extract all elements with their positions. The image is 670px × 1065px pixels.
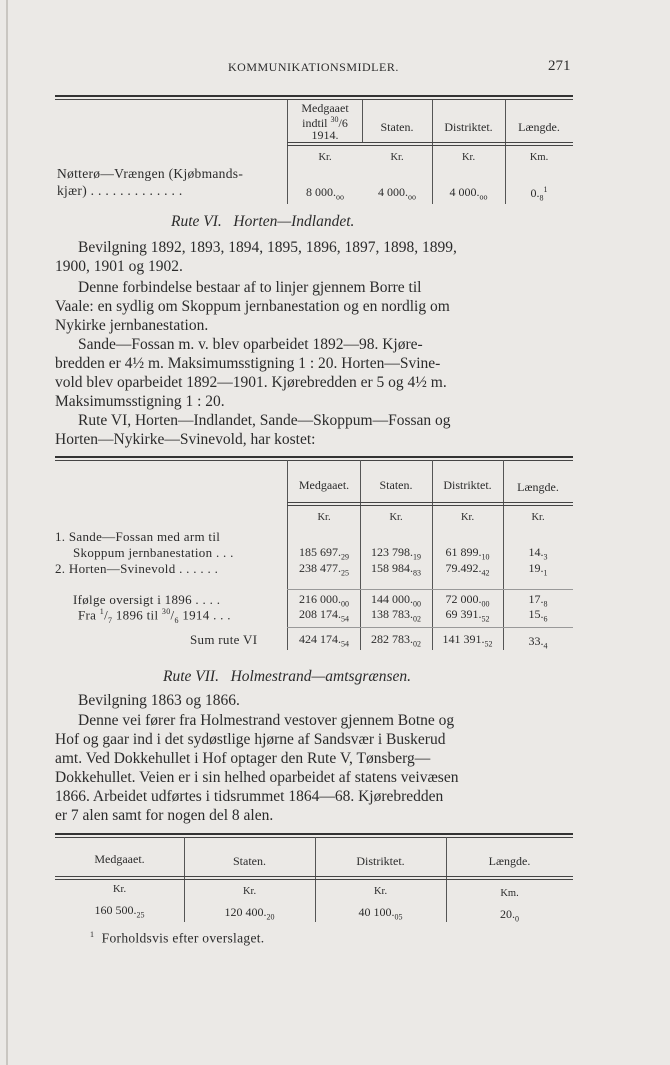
table-cell: 4 $000._{oo}$ bbox=[449, 185, 488, 202]
col-header-staten: Staten. bbox=[379, 478, 413, 492]
paragraph: er 7 alen samt for nogen del 8 alen. bbox=[55, 807, 274, 824]
col-header-medgaaet: Medgaaet. bbox=[298, 478, 350, 492]
table-row-label: 2. Horten—Svinevold . . . . . . bbox=[55, 561, 219, 576]
col-header-distriktet: Distriktet. bbox=[443, 478, 492, 492]
col-header-staten: Staten. bbox=[233, 854, 266, 868]
table-cell: $20._0$ bbox=[500, 907, 519, 924]
table-cell: 138 $783._{02}$ bbox=[371, 607, 421, 624]
running-head: KOMMUNIKATIONSMIDLER. bbox=[228, 60, 399, 74]
table-sum-label: Sum rute VI bbox=[190, 632, 258, 647]
col-header-distriktet: Distriktet. bbox=[444, 120, 493, 134]
table-cell: $79.492._{42}$ bbox=[445, 561, 490, 578]
table-cell: $33._4$ bbox=[528, 634, 548, 651]
table-cell: 4 $000._{oo}$ bbox=[378, 185, 416, 202]
paragraph: Vaale: en sydlig om Skoppum jernbanestation og en nordlig om bbox=[55, 298, 450, 315]
paragraph: 1900, 1901 og 1902. bbox=[55, 258, 183, 275]
table-cell: 282 $783._{02}$ bbox=[371, 632, 421, 649]
table-row-label: Skoppum jernbanestation . . . bbox=[73, 545, 234, 560]
col-header-laengde: Længde. bbox=[488, 854, 531, 868]
paragraph: bredden er 4½ m. Maksimumsstigning 1 : 20. Horten—Svine- bbox=[55, 355, 441, 372]
paragraph: Maksimumsstigning 1 : 20. bbox=[55, 393, 225, 410]
table-row-label: Ifølge oversigt i 1896 . . . . bbox=[73, 592, 221, 607]
section-title-rute-vii: Rute VII. Holmestrand—amtsgrænsen. bbox=[163, 668, 411, 685]
page-number: 271 bbox=[548, 58, 571, 74]
table-row-label: Fra $^1/_7$ 1896 til $^{30}/_6$ 1914 . . . bbox=[78, 607, 231, 625]
col-header-medgaaet: Medgaaet indtil $^{30}$/6 1914. bbox=[301, 101, 349, 142]
table-cell: 40 $100._{05}$ bbox=[358, 905, 403, 922]
paragraph: Denne forbindelse bestaar af to linjer gjennem Borre til bbox=[78, 279, 422, 296]
page-binding-edge bbox=[6, 0, 8, 1065]
paragraph: Horten—Nykirke—Svinevold, har kostet: bbox=[55, 431, 316, 448]
table-cell: 69 $391._{52}$ bbox=[445, 607, 490, 624]
paragraph: Rute VI, Horten—Indlandet, Sande—Skoppum—Fossan og bbox=[78, 412, 451, 429]
col-header-staten: Staten. bbox=[380, 120, 414, 134]
paragraph: vold blev oparbeidet 1892—1901. Kjørebredden er 5 og 4½ m. bbox=[55, 374, 447, 391]
paragraph: Bevilgning 1863 og 1866. bbox=[78, 692, 240, 709]
table-cell: 123 $798._{19}$ bbox=[371, 545, 421, 562]
section-title-rute-vi: Rute VI. Horten—Indlandet. bbox=[171, 213, 355, 230]
paragraph: Dokkehullet. Veien er i sin helhed oparbeidet af statens veivæsen bbox=[55, 769, 459, 786]
col-header-distriktet: Distriktet. bbox=[356, 854, 405, 868]
table-cell: $15._6$ bbox=[528, 607, 548, 624]
footnote: $^1$ Forholdsvis efter overslaget. bbox=[90, 930, 265, 946]
paragraph: Hof og gaar ind i det sydøstlige hjørne af Sandsvær i Buskerud bbox=[55, 731, 446, 748]
table-cell: 72 $000._{00}$ bbox=[445, 592, 490, 609]
paragraph: Denne vei fører fra Holmestrand vestover gjennem Botne og bbox=[78, 712, 455, 729]
paragraph: amt. Ved Dokkehullet i Hof optager den Rute V, Tønsberg— bbox=[55, 750, 431, 767]
table-cell: 238 $477._{25}$ bbox=[299, 561, 349, 578]
table-cell: 216 $000._{00}$ bbox=[299, 592, 349, 609]
table-cell: 141 $391._{52}$ bbox=[442, 632, 493, 649]
col-header-laengde: Længde. bbox=[517, 480, 559, 494]
table-cell: $19._1$ bbox=[528, 561, 548, 578]
paragraph: 1866. Arbeidet udførtes i tidsrummet 1864—68. Kjørebredden bbox=[55, 788, 444, 805]
paragraph: Sande—Fossan m. v. blev oparbeidet 1892—98. Kjøre- bbox=[78, 336, 423, 353]
paragraph: Nykirke jernbanestation. bbox=[55, 317, 209, 334]
table-cell: 424 $174._{54}$ bbox=[299, 632, 349, 649]
table-cell: 160 $500._{25}$ bbox=[94, 903, 145, 920]
table-cell: 158 $984._{83}$ bbox=[371, 561, 421, 578]
table-cell: 185 $697._{29}$ bbox=[299, 545, 349, 562]
table-cell: $14._3$ bbox=[528, 545, 548, 562]
table-cell: 208 $174._{54}$ bbox=[299, 607, 349, 624]
table-cell: 144 $000._{00}$ bbox=[371, 592, 421, 609]
col-header-medgaaet: Medgaaet. bbox=[94, 852, 145, 866]
table-cell: 61 $899._{10}$ bbox=[445, 545, 490, 562]
table-cell: $17._8$ bbox=[528, 592, 548, 609]
paragraph: Bevilgning 1892, 1893, 1894, 1895, 1896, 1897, 1898, 1899, bbox=[78, 239, 457, 256]
table-cell: 120 $400._{20}$ bbox=[224, 905, 275, 922]
table-row-label: Nøtterø—Vrængen (Kjøbmands- bbox=[57, 166, 244, 181]
table-cell: 8 $000._{oo}$ bbox=[306, 185, 344, 202]
table-row-label: kjær) . . . . . . . . . . . . . bbox=[57, 183, 183, 198]
col-header-laengde: Længde. bbox=[518, 120, 560, 134]
table-cell: $0._8^1$ bbox=[530, 185, 548, 203]
table-row-label: 1. Sande—Fossan med arm til bbox=[55, 529, 221, 544]
